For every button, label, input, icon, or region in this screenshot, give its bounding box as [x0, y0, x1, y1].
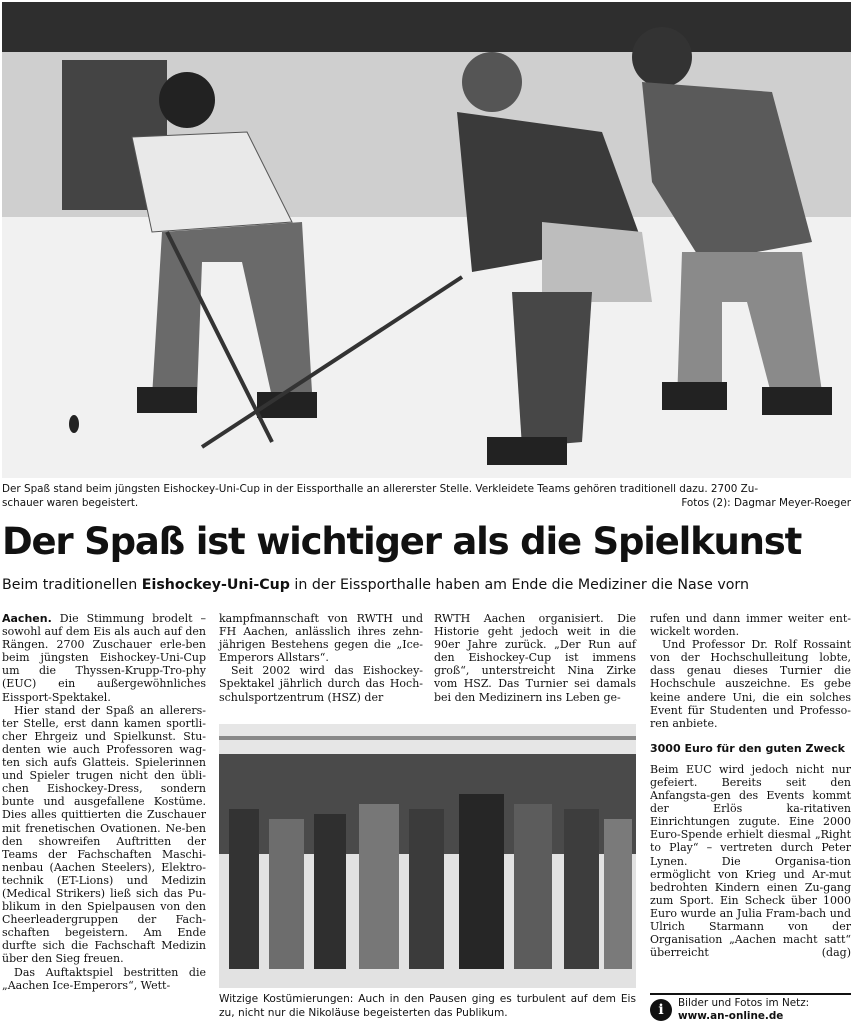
paragraph — [650, 763, 851, 959]
paragraph: Und Professor Dr. Rolf Rossaint von der Hochschulleitung lobte, dass genau dieses Turnier die Hochschule auszeichne. Es gebe keine andere Uni, die ein solches Event für Studenten und Professo-ren anbiete. — [650, 638, 851, 730]
photo-ice-hockey-players — [2, 2, 851, 478]
photo-caption-bottom: Witzige Kostümierungen: Auch in den Pausen ging es turbulent auf dem Eis zu, nicht nur die Nikoläuse begeisterten das Publikum. — [219, 993, 636, 1019]
paragraph-text: Beim EUC wird jedoch nicht nur gefeiert. Bereits seit den Anfangsta-gen des Events kommt der Erlös ka-ritativen Einrichtungen zugute. Eine 2000 Euro-Spende erhielt diesmal „Right to Play“ – vertreten durch Peter Lynen. Die Organisa-tion ermöglicht von Krieg und Ar-mut bedrohten Kindern einen Zu-gang zum Sport. Ein Scheck über 1000 Euro wurde an Julia Fram-bach und Ulrich Starmann von der Organisation „Aachen macht satt“ überreicht — [650, 762, 851, 960]
paragraph: Das Auftaktspiel bestritten die „Aachen Ice-Emperors“, Wett- — [2, 965, 206, 992]
paragraph: Hier stand der Spaß an allerers-ter Stelle, erst dann kamen sportli-cher Ehrgeiz und Spielkunst. Stu-denten wie auch Professoren wag-ten sich aufs Glatteis. Spielerinnen und Spieler trugen nicht den übli-chen Eishockey-Dress, sondern bunte und ausgefallene Kostüme. Dies alles quittierten die Zuschauer mit frenetischen Ovationen. Ne-ben den showreifen Auftritten der Teams der Fachschaften Maschi-nenbau (Aachen Steelers), Elektro-technik (ET-Lions) und Medizin (Medical Strikers) ließ sich das Pu-blikum in den Spielpausen von den Cheerleadergruppen der Fach-schaften begeistern. Am Ende durfte sich die Fachschaft Medizin über den Sieg freuen. — [2, 703, 206, 966]
paragraph: Seit 2002 wird das Eishockey-Spektakel jährlich durch das Hoch-schulsportzentrum (HSZ) der — [219, 664, 423, 704]
subhead-text-before: Beim traditionellen — [2, 577, 142, 593]
paragraph: rufen und dann immer weiter ent-wickelt worden. — [650, 612, 851, 639]
website-link[interactable]: www.an-online.de — [678, 1010, 784, 1022]
online-info-box — [650, 993, 851, 1025]
caption-line-2: schauer waren begeistert. — [2, 497, 139, 509]
info-icon: i — [650, 999, 672, 1021]
photo-illustration-bottom — [219, 724, 636, 988]
paragraph: RWTH Aachen organisiert. Die Historie geht jedoch weit in die 90er Jahre zurück. „Der Run auf den Eishockey-Cup ist immens groß“, unterstreicht Nina Zirke vom HSZ. Das Turnier sei damals bei den Medizinern ins Leben ge- — [434, 612, 636, 704]
paragraph — [2, 612, 206, 704]
info-label: Bilder und Fotos im Netz: — [678, 997, 810, 1009]
article-column-2 — [219, 612, 423, 704]
photo-costumed-crowd — [219, 724, 636, 988]
caption-line-1: Der Spaß stand beim jüngsten Eishockey-Uni-Cup in der Eissporthalle an allererster Stelle. Verkleidete Teams gehören traditionell dazu. 2700 Zu- — [2, 483, 759, 495]
paragraph-text: Die Stimmung brodelt – sowohl auf dem Eis als auch auf den Rängen. 2700 Zuschauer erle-ben beim jüngsten Eishockey-Uni-Cup um die Thyssen-Krupp-Tro-phy (EUC) ein außergewöhnliches Eissport-Spektakel. — [2, 612, 206, 704]
subhead-text-bold: Eishockey-Uni-Cup — [141, 577, 290, 593]
article-column-3 — [434, 612, 636, 704]
info-text — [678, 997, 809, 1023]
dateline: Aachen. — [2, 612, 52, 625]
article-headline: Der Spaß ist wichtiger als die Spielkunst — [2, 520, 802, 563]
photo-illustration — [2, 2, 851, 478]
section-subheading: 3000 Euro für den guten Zweck — [650, 741, 845, 755]
article-subheadline — [2, 574, 851, 596]
article-column-1 — [2, 612, 206, 1022]
article-column-4 — [650, 612, 851, 1022]
photo-credit: Fotos (2): Dagmar Meyer-Roeger — [681, 497, 851, 509]
subhead-text-after: in der Eissporthalle haben am Ende die Mediziner die Nase vorn — [289, 577, 750, 593]
paragraph: kampfmannschaft von RWTH und FH Aachen, anlässlich ihres zehn-jährigen Bestehens gegen die „Ice-Emperors Allstars“. — [219, 612, 423, 665]
photo-caption-top — [2, 482, 851, 510]
caption-line-2-row — [2, 496, 851, 510]
author-initials: (dag) — [821, 946, 851, 960]
